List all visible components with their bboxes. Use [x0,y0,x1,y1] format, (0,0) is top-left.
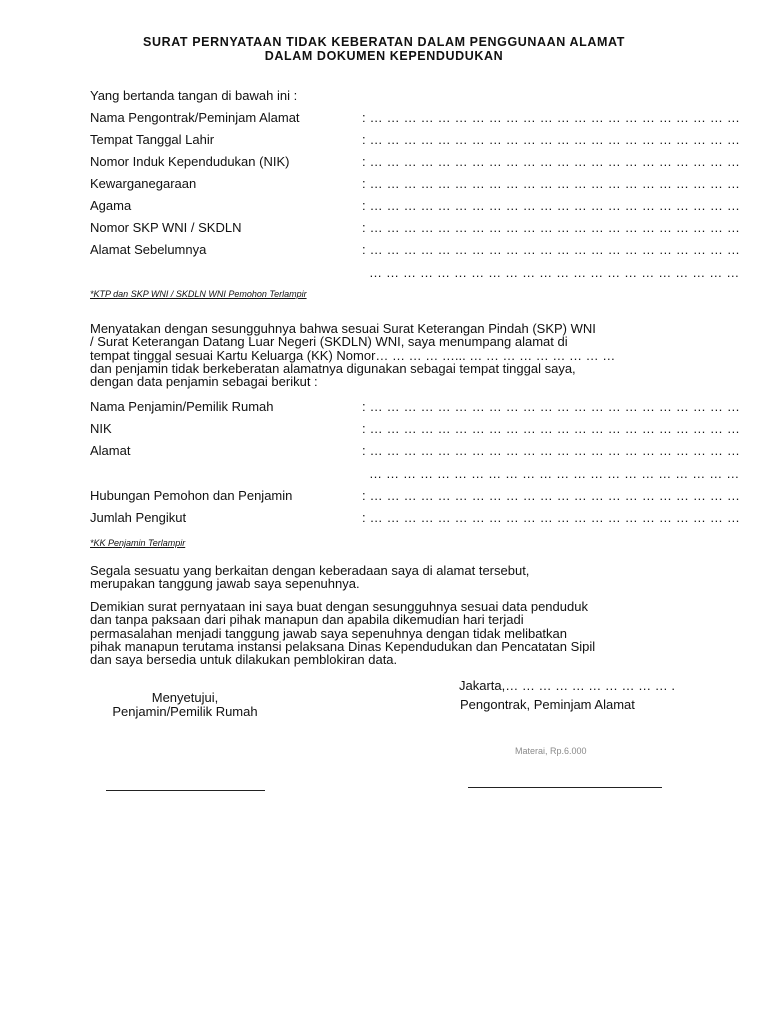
field-label: Hubungan Pemohon dan Penjamin [90,488,293,503]
field-label: Agama [90,198,132,213]
stamp-duty-label: Materai, Rp.6.000 [515,746,587,756]
closing-line: permasalahan menjadi tanggung jawab saya sepenuhnya dengan tidak melibatkan [90,625,568,641]
field-label: Kewarganegaraan [90,176,197,191]
field-value: : … … … … … … … … … … … … … … … … … … … … … … [362,154,741,169]
statement-line: Menyatakan dengan sesungguhnya bahwa sesuai Surat Keterangan Pindah (SKP) WNI [90,321,596,336]
field-label: NIK [90,421,112,436]
statement-paragraph [90,322,678,388]
title-line-2: DALAM DOKUMEN KEPENDUDUKAN [264,49,504,63]
attachment-note: *KTP dan SKP WNI / SKDLN WNI Pemohon Terlampir [90,289,307,299]
address-continuation: … … … … … … … … … … … … … … … … … … … … … … [369,265,740,280]
statement-line: tempat tinggal sesuai Kartu Keluarga (KK) Nomor… … … … …... … … … … … … … … … [90,347,616,363]
field-value: : … … … … … … … … … … … … … … … … … … … … … … [362,242,741,257]
responsibility-line: Segala sesuatu yang berkaitan dengan keberadaan saya di alamat tersebut, [90,563,530,578]
field-value: : … … … … … … … … … … … … … … … … … … … … … … [362,198,741,213]
field-label: Tempat Tanggal Lahir [90,132,215,147]
field-value: : … … … … … … … … … … … … … … … … … … … … … … [362,443,741,458]
field-value: : … … … … … … … … … … … … … … … … … … … … … … [362,220,741,235]
closing-line: Demikian surat pernyataan ini saya buat dengan sesungguhnya sesuai data penduduk [90,599,588,614]
guarantor-title: Penjamin/Pemilik Rumah [112,704,258,719]
field-label: Nama Penjamin/Pemilik Rumah [90,399,274,414]
field-label: Nama Pengontrak/Peminjam Alamat [90,110,300,125]
field-value: : … … … … … … … … … … … … … … … … … … … … … … [362,510,741,525]
field-value: : … … … … … … … … … … … … … … … … … … … … … … [362,399,741,414]
field-label: Alamat Sebelumnya [90,242,207,257]
title-line-1: SURAT PERNYATAAN TIDAK KEBERATAN DALAM PENGGUNAAN ALAMAT [143,35,625,49]
field-label: Jumlah Pengikut [90,510,187,525]
field-value: : … … … … … … … … … … … … … … … … … … … … … … [362,132,741,147]
field-label: Nomor SKP WNI / SKDLN [90,220,242,235]
place-date: Jakarta,… … … … … … … … … … . [459,678,675,693]
closing-paragraph [90,600,678,666]
statement-line: dan penjamin tidak berkeberatan alamatnya digunakan sebagai tempat tinggal saya, [90,360,576,376]
statement-line: dengan data penjamin sebagai berikut : [90,374,318,390]
responsibility-paragraph [90,564,678,591]
field-value: : … … … … … … … … … … … … … … … … … … … … … … [362,488,741,503]
closing-line: pihak manapun terutama instansi pelaksana Dinas Kependudukan dan Pencatatan Sipil [90,638,596,654]
closing-line: dan saya bersedia untuk dilakukan pemblokiran data. [90,652,398,668]
attachment-note: *KK Penjamin Terlampir [90,538,186,548]
intro-text: Yang bertanda tangan di bawah ini : [90,88,298,103]
guarantor-signature-line [106,790,265,791]
field-value: : … … … … … … … … … … … … … … … … … … … … … … [362,110,741,125]
field-value: : … … … … … … … … … … … … … … … … … … … … … … [362,176,741,191]
field-value: : … … … … … … … … … … … … … … … … … … … … … … [362,421,741,436]
document-title [60,35,708,63]
applicant-title: Pengontrak, Peminjam Alamat [460,697,635,712]
statement-line: / Surat Keterangan Datang Luar Negeri (SKDLN) WNI, saya menumpang alamat di [90,334,568,350]
applicant-signature-line [468,787,662,788]
address-continuation: … … … … … … … … … … … … … … … … … … … … … … [369,466,740,481]
responsibility-line: merupakan tanggung jawab saya sepenuhnya. [90,576,360,592]
field-label: Nomor Induk Kependudukan (NIK) [90,154,290,169]
field-label: Alamat [90,443,131,458]
closing-line: dan tanpa paksaan dari pihak manapun dan apabila dikemudian hari terjadi [90,612,524,628]
approval-label: Menyetujui, [151,690,219,705]
